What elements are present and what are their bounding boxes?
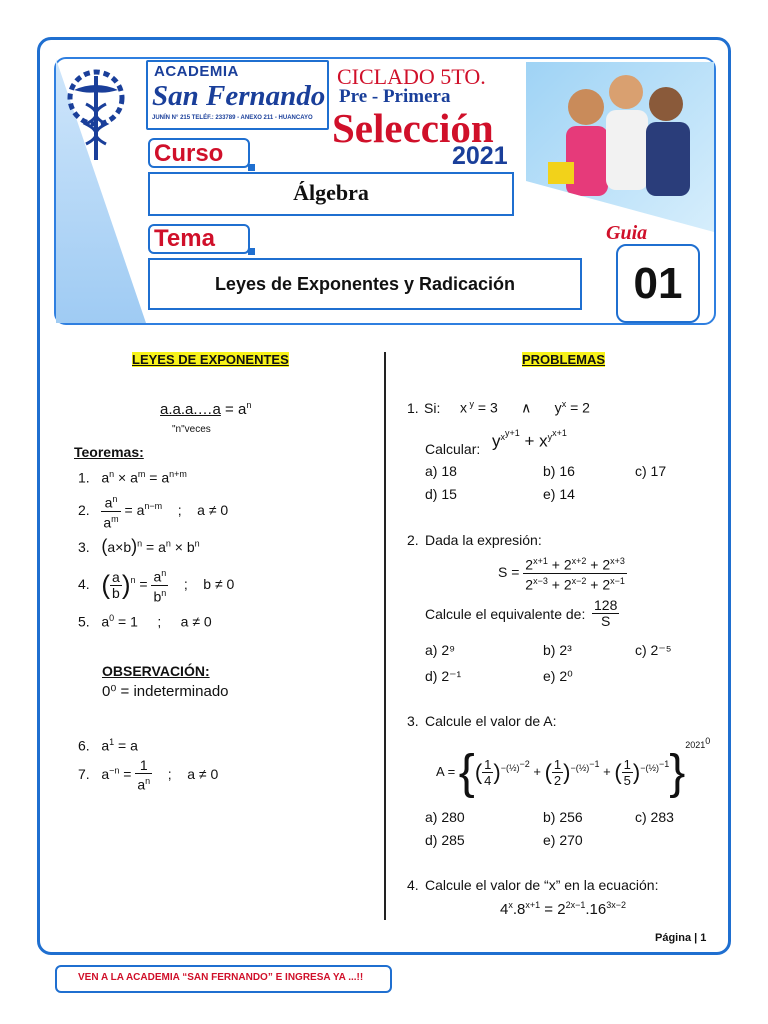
theorem-1: 1. $a^n \times a^m = a^{n+m}$ — [78, 469, 187, 486]
teoremas-label: Teoremas: — [74, 444, 144, 460]
definition-times: "n"veces — [172, 424, 211, 435]
theorem-7: 7. $a^{-n}$ = $\frac{1}{a^n}$ ; a ≠ 0 — [78, 757, 219, 793]
ciclado-label: CICLADO 5TO. — [337, 64, 486, 89]
topic-title: Leyes de Exponentes y Radicación — [214, 274, 516, 294]
subject-title: Álgebra — [293, 180, 369, 205]
p1-option-e: e) 14 — [543, 486, 575, 502]
p1-option-b: b) 16 — [543, 463, 575, 479]
theorem-4: 4. ( $\frac{a}{b}$ )$^n$ = $\frac{a^n}{b^n}$ ; b ≠ 0 — [78, 568, 235, 605]
p2-text: Dada la expresión: — [425, 532, 542, 548]
p1-expression: $y^{x^{y+1}} + x^{y^{x+1}}$ — [492, 428, 567, 451]
p2-option-c: c) 2⁻⁵ — [635, 642, 672, 658]
p2-option-b: b) 2³ — [543, 642, 572, 658]
curso-label: Curso — [154, 140, 224, 167]
p3-expression: A = {( $\frac{1}{4}$ )$^{-(\frac{1}{2})^{-2}}$ + ( $\frac{1}{2}$ )$^{-(\frac{1}{2})^{-1}}$ + ( $\frac{1}{5}$ )$^{-(\frac{1}{2})^{-1}}$}$^{2021^0}$ — [436, 736, 711, 800]
tema-dot — [248, 248, 255, 255]
laws-heading: LEYES DE EXPONENTES — [132, 352, 289, 367]
academy-address: JUNÍN N° 215 TELÉF.: 233789 - ANEXO 211 - HUANCAYO — [152, 115, 313, 121]
page-number: Página | 1 — [655, 932, 707, 944]
pre-label: Pre - Primera — [339, 86, 451, 107]
p2-option-d: d) 2⁻¹ — [425, 668, 462, 684]
curso-dot — [248, 164, 255, 171]
p1-calc: Calcular: — [425, 441, 481, 457]
p1-option-c: c) 17 — [635, 463, 667, 479]
p3-option-e: e) 270 — [543, 832, 583, 848]
theorem-3: 3. $(a\times b)^n = a^n \times b^n$ — [78, 536, 200, 556]
caduceus-logo-icon — [64, 64, 128, 164]
p3-option-d: d) 285 — [425, 832, 465, 848]
p4-text: Calcule el valor de “x” en la ecuación: — [425, 877, 659, 893]
p1-si: Si: — [424, 400, 441, 416]
year-label: 2021 — [452, 142, 508, 170]
guia-label: Guia — [606, 222, 648, 244]
p2-expression: S = $\frac{2^{x+1} + 2^{x+2} + 2^{x+3}}{2^{x-3} + 2^{x-2} + 2^{x-1}}$ — [498, 556, 625, 593]
p4-equation: $4^x.8^{x+1} = 2^{2x-1}.16^{3x-2}$ — [500, 900, 626, 918]
theorem-6: 6. $a^1 = a$ — [78, 737, 138, 754]
p2-fraction: $\frac{128}{S}$ — [594, 597, 618, 629]
observacion-label: OBSERVACIÓN: — [102, 663, 210, 679]
p1-number: 1. — [407, 400, 419, 416]
p3-text: Calcule el valor de A: — [425, 713, 557, 729]
p2-option-e: e) 2⁰ — [543, 668, 573, 684]
guia-number: 01 — [616, 244, 700, 323]
theorem-5: 5. $a^0 = 1$ ; a ≠ 0 — [78, 613, 212, 630]
footer-banner-text: VEN A LA ACADEMIA “SAN FERNANDO” E INGRESA YA ...!! — [78, 972, 364, 983]
academy-name: San Fernando — [152, 80, 326, 112]
p3-number: 3. — [407, 713, 419, 729]
definition-formula: a.a.a.…a = $a^n$ — [160, 400, 252, 418]
p3-option-c: c) 283 — [635, 809, 674, 825]
tema-label: Tema — [154, 225, 215, 252]
seleccion-title: Selección — [332, 105, 494, 151]
p3-option-b: b) 256 — [543, 809, 583, 825]
p1-condition: x $^y$ = 3 ∧ $y^x = 2$ — [460, 399, 590, 416]
p3-option-a: a) 280 — [425, 809, 465, 825]
academia-label: ACADEMIA — [154, 63, 239, 80]
p1-option-a: a) 18 — [425, 463, 457, 479]
column-divider — [384, 352, 386, 920]
p2-calc: Calcule el equivalente de: — [425, 606, 586, 622]
p1-option-d: d) 15 — [425, 486, 457, 502]
p2-number: 2. — [407, 532, 419, 548]
theorem-2: 2. $\frac{a^n}{a^m}$ = $a^{n-m}$ ; a ≠ 0 — [78, 494, 229, 531]
observacion-text: 0⁰ = indeterminado — [102, 683, 229, 700]
p4-number: 4. — [407, 877, 419, 893]
p2-option-a: a) 2⁹ — [425, 642, 456, 658]
problems-heading: PROBLEMAS — [522, 352, 606, 367]
